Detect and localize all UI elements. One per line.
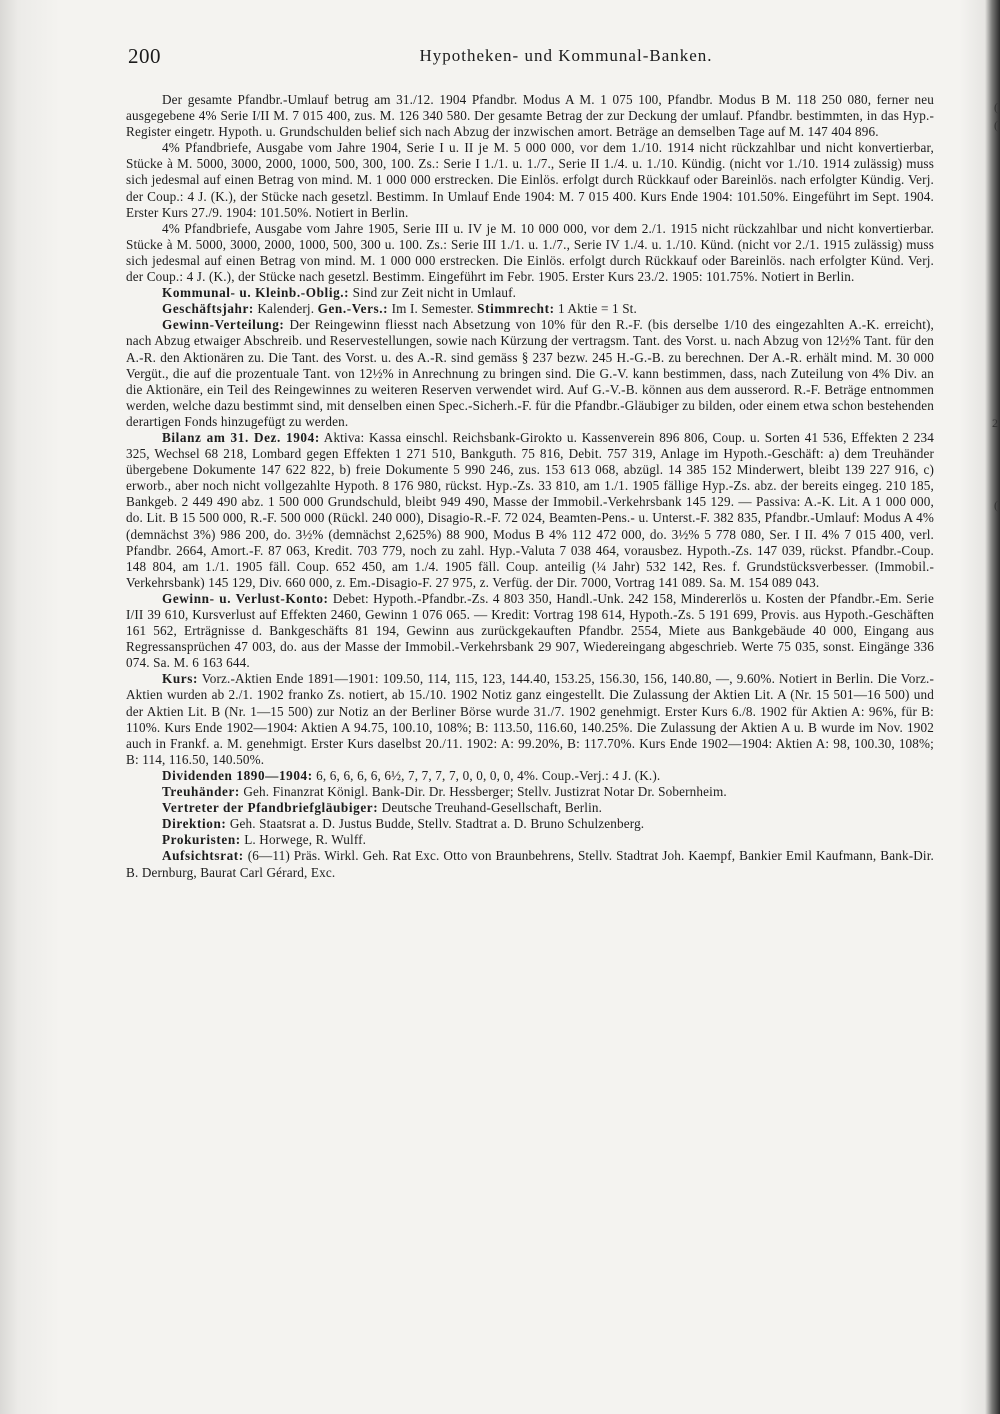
section-label: Gewinn-Verteilung:	[162, 317, 285, 333]
paragraph-text: 1 Aktie = 1 St.	[554, 301, 637, 317]
paragraph-text: Geh. Finanzrat Königl. Bank-Dir. Dr. Hessberger; Stellv. Justizrat Notar Dr. Sobernheim.	[239, 784, 727, 800]
paragraph-text: 4% Pfandbriefe, Ausgabe vom Jahre 1904, Serie I u. II je M. 5 000 000, vor dem 1./10. 1914 nicht rückzahlbar und nicht konvertierbar, Stücke à M. 5000, 3000, 2000, 1000, 500, 300, 100. Zs.: Serie I 1./1. u. 1./7., Serie II 1./4. u. 1./10. Kündig. (nicht vor 1./10. 1914 zulässig) muss sich jedesmal auf einen Betrag von mind. M. 1 000 000 erstrecken. Die Einlös. erfolgt durch Rückkauf oder Bareinlös. nach erfolgter Kündig. Verj. der Coup.: 4 J. (K.), der Stücke nach gesetzl. Bestimm. In Umlauf Ende 1904: M. 7 015 400. Kurs Ende 1904: 101.50%. Eingeführt im Sept. 1904. Erster Kurs 27./9. 1904: 101.50%. Notiert in Berlin.	[126, 140, 934, 220]
paragraph-text: Deutsche Treuhand-Gesellschaft, Berlin.	[378, 800, 603, 816]
paragraph-text: Vorz.-Aktien Ende 1891—1901: 109.50, 114, 115, 123, 144.40, 153.25, 156.30, 156, 140.80, —, 9.60%. Notiert in Berlin. Die Vorz.-Aktien wurden ab 2./1. 1902 franko Zs. notiert, ab 15./10. 1902 Notiz ganz eingestellt. Die Zulassung der Aktien Lit. A (Nr. 15 501—16 500) und der Aktien Lit. B (Nr. 1—15 500) zur Notiz an der Berliner Börse wurde 31./7. 1902 genehmigt. Erster Kurs 6./8. 1902 für Aktien A: 96%, für B: 110%. Kurs Ende 1902—1904: Aktien A 94.75, 100.10, 108%; B: 113.50, 116.60, 140.25%. Die Zulassung der Aktien A u. B wurde im Nov. 1902 auch in Frankf. a. M. genehmigt. Erster Kurs daselbst 20./11. 1902: A: 99.20%, B: 117.70%. Kurs Ende 1902—1904: Aktien A: 98, 100.30, 108%; B: 114, 116.50, 140.50%.	[126, 671, 934, 767]
section-label: Kommunal- u. Kleinb.-Oblig.:	[162, 285, 350, 301]
page-edge-marks	[990, 90, 998, 1390]
page-number: 200	[128, 44, 161, 68]
paragraph-aufsichtsrat	[126, 848, 934, 880]
paragraph-text: Im I. Semester.	[388, 301, 478, 317]
paragraph-kommunal-oblig	[126, 285, 934, 301]
paragraph-geschaeftsjahr	[126, 301, 934, 317]
paragraph-text: Geh. Staatsrat a. D. Justus Budde, Stellv. Stadtrat a. D. Bruno Schulzenberg.	[226, 816, 645, 832]
section-label: Prokuristen:	[162, 832, 241, 848]
paragraph-text: 4% Pfandbriefe, Ausgabe vom Jahre 1905, Serie III u. IV je M. 10 000 000, vor dem 2./1. 1915 nicht rückzahlbar und nicht konvertierbar. Stücke à M. 5000, 3000, 2000, 1000, 500, 300 u. 100. Zs.: Serie III 1./1. u. 1./7., Serie IV 1./4. u. 1./10. Künd. (nicht vor 2./1. 1915 zulässig) muss sich jedesmal auf einen Betrag von mind. M. 1 000 000 erstrecken. Die Einlös. erfolgt durch Rückkauf oder Bareinlös. nach erfolgter Künd. Verj. der Coup.: 4 J. (K.), der Stücke nach gesetzl. Bestimm. Eingeführt im Febr. 1905. Erster Kurs 23./2. 1905: 101.75%. Notiert in Berlin.	[126, 220, 934, 285]
paragraph-text: 6, 6, 6, 6, 6, 6½, 7, 7, 7, 7, 0, 0, 0, 0, 4%. Coup.-Verj.: 4 J. (K.).	[312, 767, 661, 783]
paragraph-text: L. Horwege, R. Wulff.	[240, 832, 367, 848]
article-body	[126, 92, 934, 881]
section-label: Kurs:	[162, 671, 198, 687]
running-title: Hypotheken- und Kommunal-Banken.	[419, 46, 713, 65]
paragraph-pfandbrief-umlauf	[126, 92, 934, 140]
edge-mark: (	[994, 100, 998, 114]
section-label: Bilanz am 31. Dez. 1904:	[162, 429, 320, 445]
section-label: Gewinn- u. Verlust-Konto:	[162, 590, 329, 606]
paragraph-text: Sind zur Zeit nicht in Umlauf.	[349, 285, 517, 301]
paragraph-text: (6—11) Präs. Wirkl. Geh. Rat Exc. Otto von Braunbehrens, Stellv. Stadtrat Joh. Kaempf, Bankier Emil Kaufmann, Bank-Dir. B. Dernburg, Baurat Carl Gérard, Exc.	[126, 848, 934, 880]
section-label: Vertreter der Pfandbriefgläubiger:	[162, 800, 379, 816]
page-header	[126, 44, 946, 74]
paragraph-bilanz	[126, 430, 934, 591]
paragraph-prokuristen	[126, 832, 934, 848]
section-label: Aufsichtsrat:	[162, 848, 244, 864]
paragraph-text: Aktiva: Kassa einschl. Reichsbank-Girokto u. Kassenverein 896 806, Coup. u. Sorten 41 536, Effekten 2 234 325, Wechsel 68 218, Lombard gegen Effekten 1 271 510, Bankguth. 75 816, Debit. 757 319, Anlage im Hypoth.-Geschäft: a) dem Treuhänder übergebene Dokumente 147 622 822, b) freie Dokumente 5 990 246, zus. 153 613 068, abzügl. 14 385 152 Minderwert, bleibt 139 227 916, c) erworb., aber noch nicht vollgezahlte Hypoth. 8 176 980, rückst. Hyp.-Zs. 33 810, am 1./1. 1905 fällige Hyp.-Zs. abz. der bereits eingeg. 210 185, Bankgeb. 2 449 490 abz. 1 500 000 Grundschuld, bleibt 949 490, Masse der Immobil.-Verkehrsbank 145 129. — Passiva: A.-K. Lit. A 1 000 000, do. Lit. B 15 500 000, R.-F. 500 000 (Rückl. 240 000), Disagio-R.-F. 72 024, Beamten-Pens.- u. Unterst.-F. 382 835, Pfandbr.-Umlauf: Modus A 4% (demnächst 3%) 986 200, do. 3½% (demnächst 2,625%) 88 900, Modus B 4% 112 472 000, do. 3½% 5 778 080, Ser. I II. 4% 7 015 400, verl. Pfandbr. 2664, Amort.-F. 87 063, Kredit. 703 779, noch zu zahl. Hyp.-Valuta 7 038 464, vorausbez. Hypoth.-Zs. 147 039, rückst. Pfandbr.-Coup. 148 804, am 1./1. 1905 fäll. Coup. 652 450, am 1./4. 1905 fäll. Coup. anteilig (¼ Jahr) 532 142, Res. f. Grundstücksverbesser. (Immobil.-Verkehrsbank) 145 129, Div. 660 000, z. Em.-Disagio-F. 27 975, z. Verfüg. der Dir. 7000, Vortrag 141 089. Sa. M. 154 089 043.	[126, 429, 934, 590]
edge-mark: (	[994, 118, 998, 132]
paragraph-treuhaender	[126, 784, 934, 800]
edge-mark: 2	[992, 416, 998, 430]
section-label: Stimmrecht:	[477, 301, 555, 317]
paragraph-pfandbriefe-1904	[126, 140, 934, 220]
paragraph-direktion	[126, 816, 934, 832]
paragraph-kurs	[126, 671, 934, 768]
paragraph-text: Kalenderj.	[253, 301, 318, 317]
section-label: Direktion:	[162, 816, 227, 832]
section-label: Gen.-Vers.:	[317, 301, 389, 317]
edge-mark: (	[994, 498, 998, 512]
paragraph-gewinn-verlust	[126, 591, 934, 671]
section-label: Geschäftsjahr:	[162, 301, 254, 317]
paragraph-pfandbriefe-1905	[126, 221, 934, 285]
section-label: Treuhänder:	[162, 784, 240, 800]
paragraph-dividenden	[126, 768, 934, 784]
paragraph-vertreter	[126, 800, 934, 816]
section-label: Dividenden 1890—1904:	[162, 767, 313, 783]
paragraph-text: Der Reingewinn fliesst nach Absetzung von 10% für den R.-F. (bis derselbe 1/10 des eingezahlten A.-K. erreicht), nach Abzug etwaiger Abschreib. und Reservestellungen, sowie nach Kürzung der vertragsm. Tant. des Vorst. u. nach Abzug von 12½% Tant. für den A.-R. den Aktionären zu. Die Tant. des Vorst. u. des A.-R. sind gemäss § 237 bezw. 245 H.-G.-B. zu berechnen. Der A.-R. erhält mind. M. 30 000 Vergüt., die auf die prozentuale Tant. von 12½% in Anrechnung zu bringen sind. Die G.-V. kann bestimmen, dass, nach Zuteilung von 4% Div. an die Aktionäre, ein Teil des Reingewinnes zu weiteren Reserven verwendet wird. Auf G.-V.-B. können aus dem ausserord. R.-F. Beträge entnommen werden, welche dazu bestimmt sind, mit denselben einen Spec.-Sicherh.-F. für die Pfandbr.-Gläubiger zu bilden, oder einem etwa schon bestehenden derartigen Fonds hinzugefügt zu werden.	[126, 317, 934, 429]
paragraph-gewinn-verteilung	[126, 317, 934, 430]
paragraph-text: Debet: Hypoth.-Pfandbr.-Zs. 4 803 350, Handl.-Unk. 242 158, Mindererlös u. Kosten der Pfandbr.-Em. Serie I/II 39 610, Kursverlust auf Effekten 2460, Gewinn 1 076 065. — Kredit: Vortrag 198 614, Hypoth.-Zs. 5 191 699, Provis. aus Hypoth.-Geschäften 161 562, Erträgnisse d. Bankgeschäfts 81 194, Gewinn aus zurückgekauften Pfandbr. 2554, Miete aus Bankgebäude 40 000, Eingang aus Regressansprüchen 47 003, do. aus der Masse der Immobil.-Verkehrsbank 29 907, Wiedereingang abgeschrieb. Werte 75 035, sonst. Eingänge 336 074. Sa. M. 6 163 644.	[126, 590, 934, 671]
paragraph-text: Der gesamte Pfandbr.-Umlauf betrug am 31./12. 1904 Pfandbr. Modus A M. 1 075 100, Pfandbr. Modus B M. 118 250 080, ferner neu ausgegebene 4% Serie I/II M. 7 015 400, zus. M. 126 340 580. Der gesamte Betrag der zur Deckung der umlauf. Pfandbr. bestimmten, in das Hyp.-Register eingetr. Hypoth. u. Grundschulden belief sich nach Abzug der inzwischen amort. Beträge an demselben Tage auf M. 147 404 896.	[126, 92, 934, 140]
